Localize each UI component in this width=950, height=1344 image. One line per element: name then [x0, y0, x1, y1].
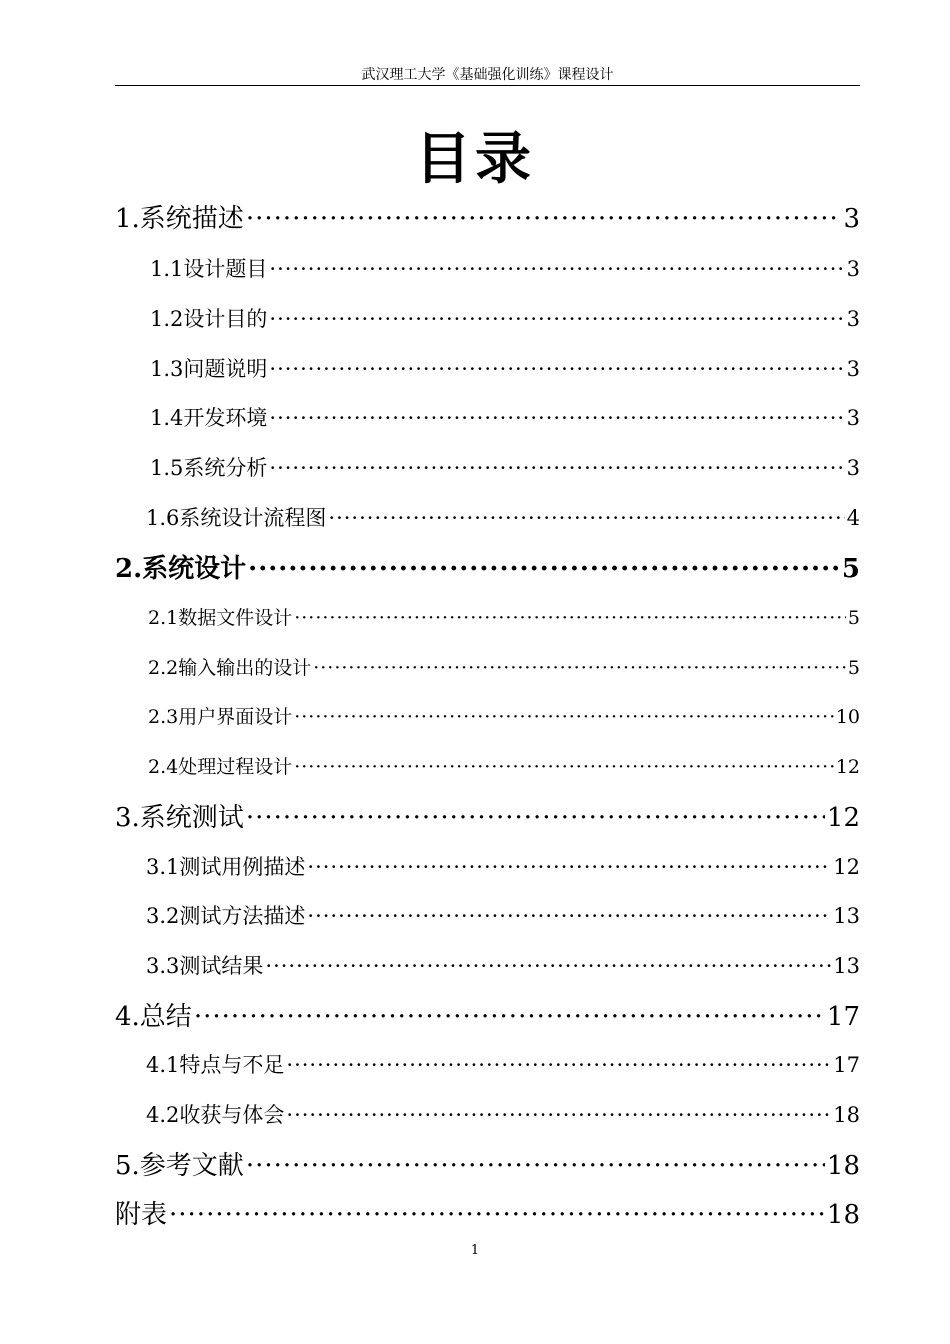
toc-leader-dots: [246, 1150, 825, 1182]
toc-entry-2-3[interactable]: [148, 703, 860, 731]
toc-entry-label: 3.系统测试: [115, 803, 244, 833]
toc-entry-page: 13: [833, 904, 860, 928]
toc-entry-label: 附表: [115, 1200, 168, 1230]
toc-entry-page: 13: [833, 954, 860, 978]
toc-entry-4[interactable]: [115, 1001, 860, 1033]
toc-entry-3-2[interactable]: [146, 902, 860, 930]
toc-leader-dots: [328, 504, 844, 532]
toc-entry-label: 3.3测试结果: [146, 954, 264, 978]
toc-entry-page: 3: [846, 357, 860, 381]
toc-leader-dots: [307, 853, 831, 881]
toc-entry-label: 1.2设计目的: [150, 307, 268, 331]
toc-entry-1-3[interactable]: [150, 355, 860, 383]
toc-entry-label: 2.系统设计: [115, 554, 247, 584]
toc-entry-label: 1.系统描述: [115, 204, 244, 234]
toc-entry-page: 12: [835, 756, 860, 778]
toc-leader-dots: [294, 753, 834, 781]
toc-entry-label: 1.1设计题目: [150, 257, 268, 281]
toc-leader-dots: [269, 454, 844, 482]
toc-entry-page: 12: [833, 855, 860, 879]
toc-entry-label: 2.4处理过程设计: [148, 756, 293, 778]
toc-entry-2-2[interactable]: [148, 654, 860, 682]
toc-entry-label: 1.6系统设计流程图: [146, 506, 327, 530]
toc-entry-page: 5: [847, 607, 860, 629]
toc-entry-page: 12: [826, 803, 860, 833]
toc-entry-page: 5: [847, 657, 860, 679]
toc-entry-appendix[interactable]: [115, 1199, 860, 1231]
toc-entry-2-4[interactable]: [148, 753, 860, 781]
toc-entry-page: 3: [846, 406, 860, 430]
toc-entry-label: 1.4开发环境: [150, 406, 268, 430]
toc-entry-page: 17: [833, 1053, 860, 1077]
toc-leader-dots: [246, 203, 842, 235]
toc-entry-label: 1.5系统分析: [150, 456, 268, 480]
toc-entry-page: 18: [833, 1103, 860, 1127]
toc-leader-dots: [248, 553, 840, 585]
toc-entry-1-2[interactable]: [150, 305, 860, 333]
toc-entry-label: 1.3问题说明: [150, 357, 268, 381]
toc-entry-1-5[interactable]: [150, 454, 860, 482]
toc-entry-page: 10: [835, 706, 860, 728]
toc-entry-4-1[interactable]: [146, 1051, 860, 1079]
toc-entry-page: 3: [846, 456, 860, 480]
toc-entry-label: 2.2输入输出的设计: [148, 657, 312, 679]
toc-entry-page: 4: [846, 506, 860, 530]
toc-entry-label: 4.总结: [115, 1002, 192, 1032]
toc-entry-1-6[interactable]: [146, 504, 860, 532]
header-rule: [115, 85, 860, 86]
toc-entry-label: 4.2收获与体会: [146, 1103, 285, 1127]
toc-entry-page: 5: [841, 554, 860, 584]
toc-entry-label: 3.2测试方法描述: [146, 904, 306, 928]
toc-entry-3[interactable]: [115, 802, 860, 834]
toc-entry-1-1[interactable]: [150, 255, 860, 283]
toc-leader-dots: [246, 802, 825, 834]
toc-entry-label: 4.1特点与不足: [146, 1053, 285, 1077]
toc-leader-dots: [294, 604, 846, 632]
toc-leader-dots: [169, 1199, 825, 1231]
toc-entry-3-3[interactable]: [146, 952, 860, 980]
toc-entry-1[interactable]: [115, 203, 860, 235]
toc-leader-dots: [269, 404, 844, 432]
running-header: 武汉理工大学《基础强化训练》课程设计: [361, 67, 614, 83]
toc-entry-label: 2.1数据文件设计: [148, 607, 293, 629]
toc-entry-page: 17: [826, 1002, 860, 1032]
toc-leader-dots: [269, 305, 844, 333]
toc-leader-dots: [265, 952, 831, 980]
toc-entry-2-1[interactable]: [148, 604, 860, 632]
toc-entry-4-2[interactable]: [146, 1101, 860, 1129]
toc-entry-label: 3.1测试用例描述: [146, 855, 306, 879]
toc-leader-dots: [307, 902, 831, 930]
toc-entry-3-1[interactable]: [146, 853, 860, 881]
toc-entry-1-4[interactable]: [150, 404, 860, 432]
toc-leader-dots: [269, 355, 844, 383]
toc-entry-page: 3: [843, 204, 860, 234]
toc-entry-page: 18: [826, 1200, 860, 1230]
toc-entry-2[interactable]: [115, 553, 860, 585]
toc-leader-dots: [286, 1101, 831, 1129]
toc-entry-label: 2.3用户界面设计: [148, 706, 293, 728]
toc-entry-page: 3: [846, 307, 860, 331]
toc-leader-dots: [286, 1051, 831, 1079]
toc-entry-page: 3: [846, 257, 860, 281]
toc-entry-5[interactable]: [115, 1150, 860, 1182]
toc-entry-page: 18: [826, 1151, 860, 1181]
toc-entry-label: 5.参考文献: [115, 1151, 244, 1181]
page-title: 目录: [415, 127, 535, 192]
page-number: 1: [470, 1243, 480, 1258]
toc-leader-dots: [313, 654, 846, 682]
toc-leader-dots: [194, 1001, 825, 1033]
toc-leader-dots: [294, 703, 834, 731]
toc-leader-dots: [269, 255, 844, 283]
